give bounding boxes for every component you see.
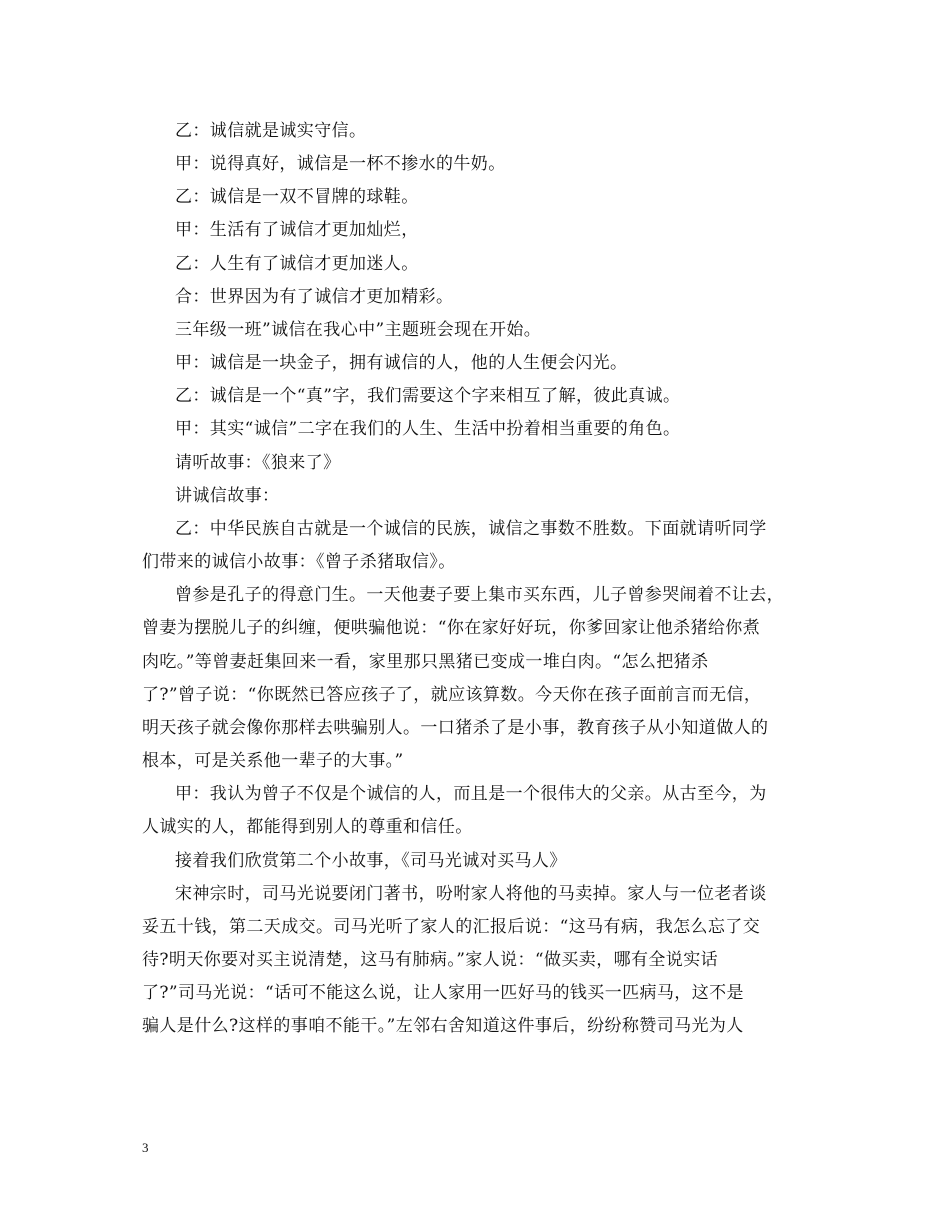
text-line: 了?”司马光说：“话可不能这么说，让人家用一匹好马的钱买一匹病马，这不是 (142, 983, 744, 1003)
text-line: 甲：生活有了诚信才更加灿烂， (175, 220, 419, 240)
text-line: 宋神宗时，司马光说要闭门著书，吩咐家人将他的马卖掉。家人与一位老者谈 (175, 884, 767, 904)
text-line: 曾参是孔子的得意门生。一天他妻子要上集市买东西，儿子曾参哭闹着不让去， (175, 585, 784, 605)
text-line: 三年级一班”诚信在我心中”主题班会现在开始。 (175, 320, 542, 340)
text-line: 讲诚信故事： (175, 486, 280, 506)
text-line: 甲：其实“诚信”二字在我们的人生、生活中扮着相当重要的角色。 (175, 419, 681, 439)
text-line: 待?明天你要对买主说清楚，这马有肺病。”家人说：“做买卖，哪有全说实话 (142, 950, 718, 970)
text-line: 了?”曾子说：“你既然已答应孩子了，就应该算数。今天你在孩子面前言而无信， (142, 685, 762, 705)
text-line: 人诚实的人，都能得到别人的尊重和信任。 (142, 817, 473, 837)
text-line: 乙：诚信就是诚实守信。 (175, 121, 367, 141)
text-line: 甲：说得真好，诚信是一杯不掺水的牛奶。 (175, 154, 506, 174)
text-line: 肉吃。”等曾妻赶集回来一看，家里那只黑猪已变成一堆白肉。“怎么把猪杀 (142, 652, 709, 672)
text-line: 根本，可是关系他一辈子的大事。” (142, 751, 404, 771)
text-line: 骗人是什么?这样的事咱不能干。”左邻右舍知道这件事后，纷纷称赞司马光为人 (142, 1016, 744, 1036)
text-line: 合：世界因为有了诚信才更加精彩。 (175, 287, 454, 307)
text-line: 明天孩子就会像你那样去哄骗别人。一口猪杀了是小事，教育孩子从小知道做人的 (142, 718, 769, 738)
text-line: 乙：诚信是一个“真”字，我们需要这个字来相互了解，彼此真诚。 (175, 386, 681, 406)
text-line: 乙：人生有了诚信才更加迷人。 (175, 254, 419, 274)
text-line: 乙：诚信是一双不冒牌的球鞋。 (175, 187, 419, 207)
text-line: 请听故事：《狼来了》 (175, 453, 341, 473)
text-line: 们带来的诚信小故事：《曾子杀猪取信》。 (142, 552, 456, 572)
text-line: 甲：我认为曾子不仅是个诚信的人，而且是一个很伟大的父亲。从古至今，为 (175, 784, 767, 804)
text-line: 乙：中华民族自古就是一个诚信的民族，诚信之事数不胜数。下面就请听同学 (175, 519, 767, 539)
page-number: 3 (142, 1140, 149, 1155)
text-line: 接着我们欣赏第二个小故事，《司马光诚对买马人》 (175, 851, 567, 871)
text-line: 妥五十钱，第二天成交。司马光听了家人的汇报后说：“这马有病，我怎么忘了交 (142, 917, 761, 937)
text-line: 曾妻为摆脱儿子的纠缠，便哄骗他说：“你在家好好玩，你爹回家让他杀猪给你煮 (142, 618, 761, 638)
text-line: 甲：诚信是一块金子，拥有诚信的人，他的人生便会闪光。 (175, 353, 628, 373)
